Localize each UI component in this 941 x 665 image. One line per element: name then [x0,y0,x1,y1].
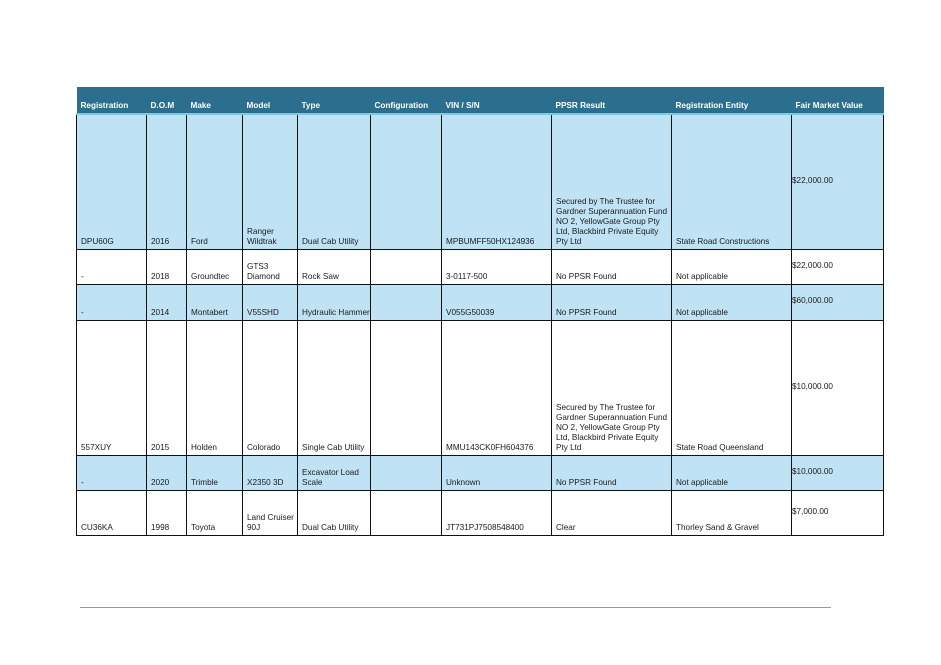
header-registration: Registration [77,87,147,114]
cell-type: Hydraulic Hammer [298,284,371,320]
table-row [77,284,884,320]
cell-make: Ford [187,114,243,249]
cell-make: Groundtec [187,249,243,284]
cell-vin: JT731PJ7508548400 [442,490,552,535]
cell-registration: 557XUY [77,320,147,455]
header-ppsr-result: PPSR Result [552,87,672,114]
header-dom: D.O.M [147,87,187,114]
cell-model: Colorado [243,320,298,455]
cell-type: Excavator Load Scale [298,455,371,490]
cell-fair-market-value: $7,000.00 [792,490,884,535]
cell-type: Single Cab Utility [298,320,371,455]
header-registration-entity: Registration Entity [672,87,792,114]
cell-vin: V055G50039 [442,284,552,320]
cell-dom: 2014 [147,284,187,320]
cell-dom: 2015 [147,320,187,455]
cell-dom: 2016 [147,114,187,249]
cell-ppsr-result: Clear [552,490,672,535]
cell-registration: CU36KA [77,490,147,535]
table-row [77,320,884,455]
cell-vin: MPBUMFF50HX124936 [442,114,552,249]
cell-configuration [371,320,442,455]
cell-dom: 2020 [147,455,187,490]
cell-configuration [371,114,442,249]
cell-make: Holden [187,320,243,455]
cell-registration-entity: Not applicable [672,455,792,490]
cell-configuration [371,490,442,535]
cell-make: Toyota [187,490,243,535]
cell-make: Montabert [187,284,243,320]
cell-registration-entity: Not applicable [672,249,792,284]
cell-configuration [371,455,442,490]
cell-fair-market-value: $60,000.00 [792,284,884,320]
cell-registration: DPU60G [77,114,147,249]
cell-type: Dual Cab Utility [298,490,371,535]
cell-type: Dual Cab Utility [298,114,371,249]
cell-configuration [371,249,442,284]
cell-vin: 3-0117-500 [442,249,552,284]
cell-registration: - [77,249,147,284]
cell-fair-market-value: $22,000.00 [792,114,884,249]
cell-registration: - [77,455,147,490]
cell-configuration [371,284,442,320]
cell-model: X2350 3D [243,455,298,490]
cell-registration: - [77,284,147,320]
cell-vin: MMU143CK0FH604376 [442,320,552,455]
cell-registration-entity: State Road Queensland [672,320,792,455]
asset-table [76,87,884,536]
cell-fair-market-value: $10,000.00 [792,455,884,490]
cell-ppsr-result: Secured by The Trustee for Gardner Superannuation Fund NO 2, YellowGate Group Pty Ltd, Blackbird Private Equity Pty Ltd [552,114,672,249]
cell-model: GTS3 Diamond [243,249,298,284]
cell-ppsr-result: No PPSR Found [552,249,672,284]
header-model: Model [243,87,298,114]
table-row [77,455,884,490]
cell-registration-entity: Thorley Sand & Gravel [672,490,792,535]
table-row [77,490,884,535]
header-configuration: Configuration [371,87,442,114]
cell-type: Rock Saw [298,249,371,284]
cell-fair-market-value: $10,000.00 [792,320,884,455]
cell-vin: Unknown [442,455,552,490]
cell-dom: 2018 [147,249,187,284]
cell-registration-entity: Not applicable [672,284,792,320]
cell-ppsr-result: No PPSR Found [552,455,672,490]
header-make: Make [187,87,243,114]
cell-registration-entity: State Road Constructions [672,114,792,249]
cell-model: Land Cruiser 90J [243,490,298,535]
header-vin: VIN / S/N [442,87,552,114]
footer-divider [80,607,831,608]
table-row [77,114,884,249]
cell-dom: 1998 [147,490,187,535]
cell-fair-market-value: $22,000.00 [792,249,884,284]
header-type: Type [298,87,371,114]
table-row [77,249,884,284]
cell-model: Ranger Wildtrak [243,114,298,249]
cell-model: V55SHD [243,284,298,320]
table-header-row [77,87,884,114]
cell-ppsr-result: Secured by The Trustee for Gardner Superannuation Fund NO 2, YellowGate Group Pty Ltd, Blackbird Private Equity Pty Ltd [552,320,672,455]
cell-ppsr-result: No PPSR Found [552,284,672,320]
cell-make: Trimble [187,455,243,490]
header-fair-market-value: Fair Market Value [792,87,884,114]
